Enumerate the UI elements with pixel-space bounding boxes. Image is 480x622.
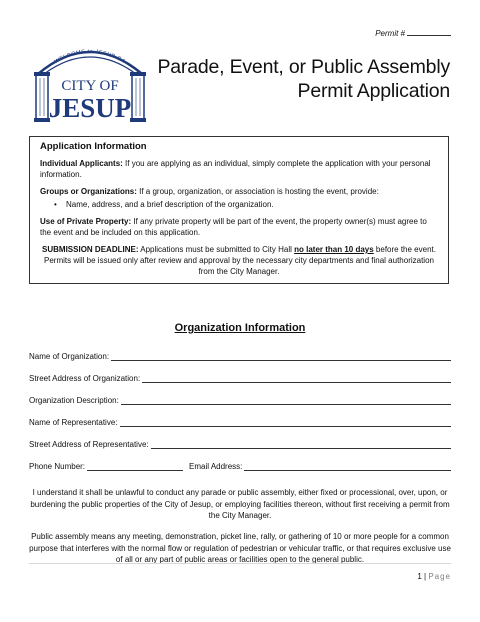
- unlawful-statement: I understand it shall be unlawful to conduct any parade or public assembly, either fixed or processional, over, upon, or burdening the public properties of the City of Jesup, or employing facilities thereon, without first receiving a permit from the City Manager.: [30, 488, 450, 520]
- page-word: Page: [428, 572, 451, 581]
- page-number-value: 1: [417, 572, 422, 581]
- organization-description-label: Organization Description:: [29, 396, 119, 405]
- phone-number-field[interactable]: [87, 463, 183, 471]
- page-number: [417, 572, 451, 581]
- organization-street-label: Street Address of Organization:: [29, 374, 141, 383]
- logo-text-jesup: JESUP: [48, 93, 132, 123]
- submission-deadline-label: SUBMISSION DEADLINE:: [42, 245, 139, 254]
- application-information-heading: Application Information: [40, 141, 147, 152]
- representative-name-row: [29, 418, 451, 427]
- email-address-label: Email Address:: [189, 462, 243, 471]
- logo-text-city-of: CITY OF: [61, 78, 119, 94]
- permit-number-blank[interactable]: [407, 29, 451, 36]
- city-of-jesup-logo-graphic: [30, 40, 150, 125]
- representative-street-label: Street Address of Representative:: [29, 440, 149, 449]
- organization-information-heading: Organization Information: [174, 322, 306, 334]
- organization-name-label: Name of Organization:: [29, 352, 110, 361]
- submission-deadline-text-1: Applications must be submitted to City Hall: [138, 245, 295, 254]
- submission-deadline-text-2: before the event. Permits will be issued only after review and approval by the necessary city departments and final authorization from the City Manager.: [44, 245, 436, 276]
- groups-paragraph: [40, 186, 438, 197]
- city-logo: [30, 40, 150, 125]
- groups-text: If a group, organization, or association is hosting the event, provide:: [136, 187, 379, 196]
- organization-description-row: [29, 396, 451, 405]
- representative-name-field[interactable]: [120, 419, 452, 427]
- organization-name-field[interactable]: [111, 353, 451, 361]
- permit-number-field: [375, 29, 451, 38]
- contact-row: [29, 462, 451, 471]
- groups-bullet-item: • Name, address, and a brief description of the organization.: [54, 199, 438, 210]
- representative-name-label: Name of Representative:: [29, 418, 118, 427]
- phone-number-label: Phone Number:: [29, 462, 86, 471]
- private-property-paragraph: [40, 216, 438, 238]
- individual-applicants-label: Individual Applicants:: [40, 159, 123, 168]
- groups-bullet-list: [54, 199, 438, 210]
- private-property-label: Use of Private Property:: [40, 217, 132, 226]
- permit-number-label: Permit #: [375, 29, 405, 38]
- individual-applicants-text: If you are applying as an individual, simply complete the application with your personal information.: [40, 159, 431, 179]
- organization-street-field[interactable]: [142, 375, 451, 383]
- organization-street-row: [29, 374, 451, 383]
- page-title: [157, 55, 450, 103]
- private-property-text: If any private property will be part of the event, the property owner(s) must agree to the event and be included on this application.: [40, 217, 427, 237]
- submission-deadline-emphasis: no later than 10 days: [294, 245, 374, 254]
- title-line-2: Permit Application: [297, 80, 450, 102]
- submission-deadline-paragraph: [40, 244, 438, 277]
- footer-divider: [29, 563, 451, 564]
- application-information-box: [29, 136, 449, 284]
- public-assembly-definition: Public assembly means any meeting, demonstration, picket line, rally, or gathering of 10 or more people for a common purpose that interferes with the normal flow or regulation of pedestrian or vehicular traffic, or that requires exclusive use of all or any part of public areas or facilities open to the general public.: [29, 532, 451, 564]
- page-number-separator: |: [421, 572, 429, 581]
- organization-name-row: [29, 352, 451, 361]
- groups-label: Groups or Organizations:: [40, 187, 137, 196]
- representative-street-field[interactable]: [151, 441, 451, 449]
- individual-applicants-paragraph: [40, 158, 438, 180]
- logo-arch-text: WELCOME to JESUP GA: [53, 48, 127, 66]
- title-line-1: Parade, Event, or Public Assembly: [157, 56, 450, 78]
- organization-description-field[interactable]: [121, 397, 451, 405]
- email-address-field[interactable]: [244, 463, 451, 471]
- representative-street-row: [29, 440, 451, 449]
